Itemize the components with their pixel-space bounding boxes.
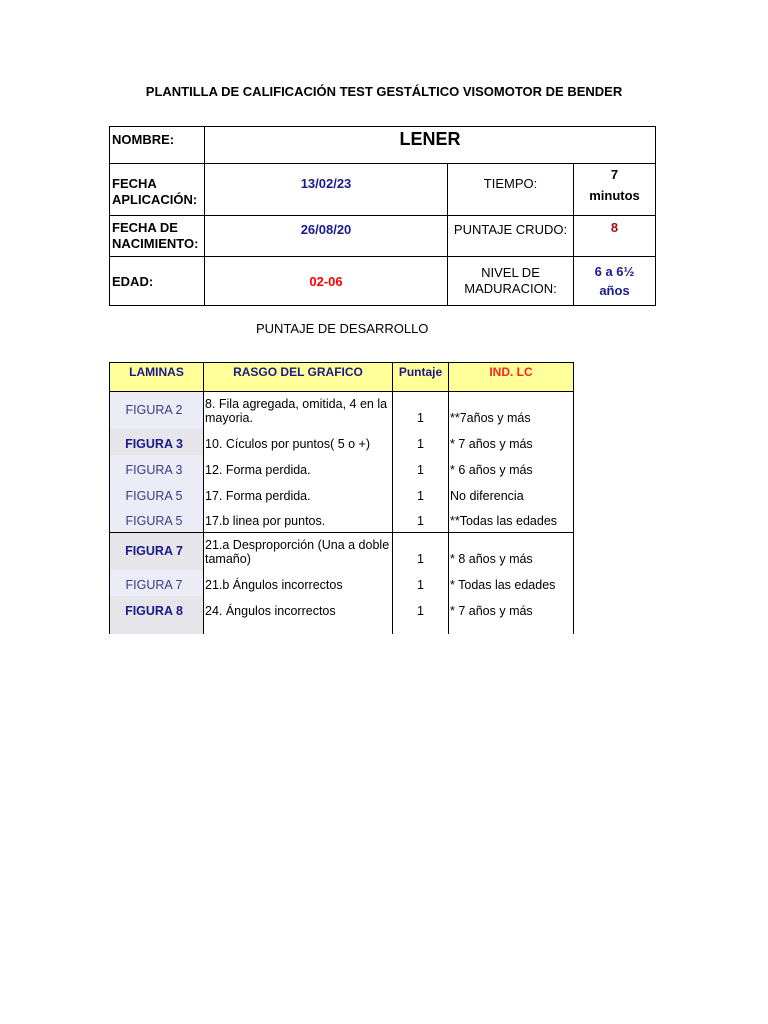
rasgo-cell: 24. Ángulos incorrectos bbox=[204, 596, 393, 622]
puntaje-cell: 1 bbox=[393, 570, 449, 596]
puntaje-cell: 1 bbox=[393, 507, 449, 533]
tail-cell bbox=[110, 622, 204, 634]
table-row bbox=[110, 481, 574, 507]
scoring-header-row bbox=[110, 363, 574, 392]
nombre-label: NOMBRE: bbox=[110, 127, 205, 164]
table-row bbox=[110, 507, 574, 533]
tiempo-value bbox=[574, 164, 656, 216]
table-row bbox=[110, 429, 574, 455]
table-row bbox=[110, 533, 574, 570]
puntaje-cell: 1 bbox=[393, 481, 449, 507]
ind-cell: * 8 años y más bbox=[449, 533, 574, 570]
figura-cell: FIGURA 7 bbox=[110, 570, 204, 596]
table-row bbox=[110, 455, 574, 481]
col-header-puntaje: Puntaje bbox=[393, 363, 449, 392]
row-edad bbox=[110, 257, 656, 306]
figura-cell: FIGURA 7 bbox=[110, 533, 204, 570]
col-header-ind: IND. LC bbox=[449, 363, 574, 392]
puntaje-cell: 1 bbox=[393, 455, 449, 481]
rasgo-cell: 10. Cículos por puntos( 5 o +) bbox=[204, 429, 393, 455]
tail-cell bbox=[449, 622, 574, 634]
rasgo-cell: 8. Fila agregada, omitida, 4 en la mayoria. bbox=[204, 392, 393, 429]
rasgo-cell: 21.a Desproporción (Una a doble tamaño) bbox=[204, 533, 393, 570]
nivel-label-line2: MADURACION: bbox=[464, 281, 557, 296]
edad-label: EDAD: bbox=[110, 257, 205, 306]
ind-cell: **Todas las edades bbox=[449, 507, 574, 533]
nivel-label-line1: NIVEL DE bbox=[481, 265, 540, 280]
figura-cell: FIGURA 5 bbox=[110, 507, 204, 533]
fecha-nacimiento-label-line2: NACIMIENTO: bbox=[112, 236, 199, 251]
ind-cell: No diferencia bbox=[449, 481, 574, 507]
puntaje-cell: 1 bbox=[393, 392, 449, 429]
row-nombre bbox=[110, 127, 656, 164]
table-row-tail bbox=[110, 622, 574, 634]
puntaje-crudo-value: 8 bbox=[574, 216, 656, 257]
fecha-nacimiento-label-line1: FECHA DE bbox=[112, 220, 178, 235]
ind-cell: * 7 años y más bbox=[449, 596, 574, 622]
tail-cell bbox=[204, 622, 393, 634]
fecha-nacimiento-label bbox=[110, 216, 205, 257]
puntaje-cell: 1 bbox=[393, 533, 449, 570]
puntaje-cell: 1 bbox=[393, 429, 449, 455]
nivel-value bbox=[574, 257, 656, 306]
ind-cell: * Todas las edades bbox=[449, 570, 574, 596]
nivel-value-line1: 6 a 6½ bbox=[594, 264, 635, 279]
puntaje-cell: 1 bbox=[393, 596, 449, 622]
nivel-label bbox=[448, 257, 574, 306]
figura-cell: FIGURA 8 bbox=[110, 596, 204, 622]
edad-value: 02-06 bbox=[205, 257, 448, 306]
scoring-table bbox=[109, 362, 574, 634]
figura-cell: FIGURA 2 bbox=[110, 392, 204, 429]
figura-cell: FIGURA 3 bbox=[110, 429, 204, 455]
ind-cell: **7años y más bbox=[449, 392, 574, 429]
page-title: PLANTILLA DE CALIFICACIÓN TEST GESTÁLTICO VISOMOTOR DE BENDER bbox=[145, 84, 623, 99]
table-row bbox=[110, 392, 574, 429]
tiempo-value-line2: minutos bbox=[589, 188, 640, 203]
rasgo-cell: 17.b linea por puntos. bbox=[204, 507, 393, 533]
row-fecha-aplicacion bbox=[110, 164, 656, 216]
ind-cell: * 7 años y más bbox=[449, 429, 574, 455]
figura-cell: FIGURA 5 bbox=[110, 481, 204, 507]
fecha-aplicacion-value: 13/02/23 bbox=[205, 164, 448, 216]
fecha-nacimiento-value: 26/08/20 bbox=[205, 216, 448, 257]
section-subtitle: PUNTAJE DE DESARROLLO bbox=[256, 321, 429, 336]
table-row bbox=[110, 570, 574, 596]
col-header-laminas: LAMINAS bbox=[110, 363, 204, 392]
patient-info-table bbox=[109, 126, 656, 306]
puntaje-crudo-label: PUNTAJE CRUDO: bbox=[448, 216, 574, 257]
col-header-rasgo: RASGO DEL GRAFICO bbox=[204, 363, 393, 392]
tiempo-value-line1: 7 bbox=[610, 167, 619, 182]
tail-cell bbox=[393, 622, 449, 634]
table-row bbox=[110, 596, 574, 622]
ind-cell: * 6 años y más bbox=[449, 455, 574, 481]
rasgo-cell: 21.b Ángulos incorrectos bbox=[204, 570, 393, 596]
nivel-value-line2: años bbox=[599, 283, 630, 298]
rasgo-cell: 17. Forma perdida. bbox=[204, 481, 393, 507]
rasgo-cell: 12. Forma perdida. bbox=[204, 455, 393, 481]
row-fecha-nacimiento bbox=[110, 216, 656, 257]
fecha-aplicacion-label bbox=[110, 164, 205, 216]
fecha-aplicacion-label-line2: APLICACIÓN: bbox=[112, 191, 198, 207]
nombre-value: LENER bbox=[205, 127, 656, 164]
figura-cell: FIGURA 3 bbox=[110, 455, 204, 481]
fecha-aplicacion-label-line1: FECHA bbox=[112, 175, 157, 191]
tiempo-label: TIEMPO: bbox=[448, 164, 574, 216]
